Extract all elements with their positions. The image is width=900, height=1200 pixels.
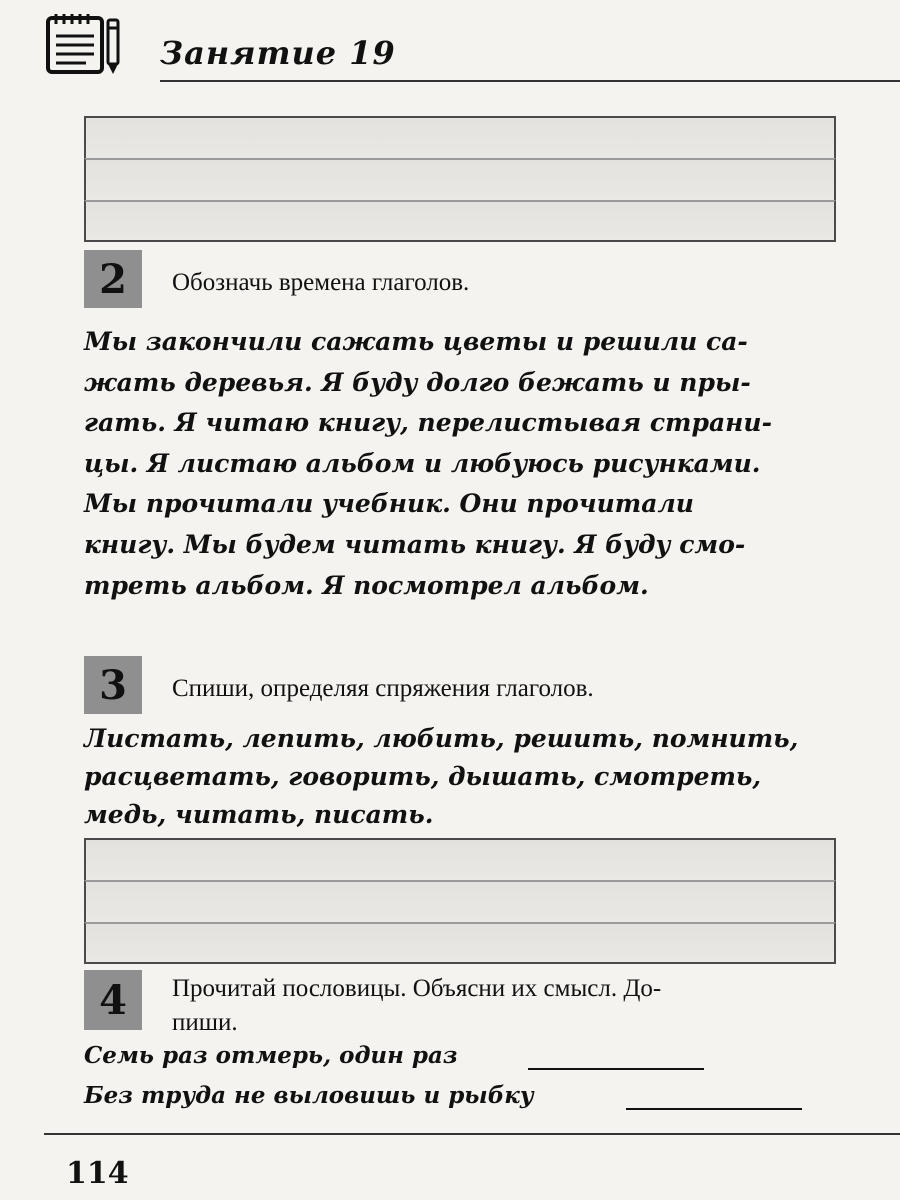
answer-blank-1[interactable] xyxy=(528,1068,704,1070)
task-number-2: 2 xyxy=(84,250,142,308)
task-2-instruction: Обозначь времена глаголов. xyxy=(172,269,470,296)
writing-line xyxy=(84,158,836,200)
proverb-1: Семь раз отмерь, один раз xyxy=(84,1042,458,1069)
text-line: Мы прочитали учебник. Они прочитали xyxy=(84,489,694,519)
writing-line xyxy=(84,838,836,880)
footer-divider xyxy=(44,1133,900,1135)
task-2-text xyxy=(84,322,844,606)
header-divider xyxy=(160,80,900,82)
task-3-instruction: Спиши, определяя спряжения глаголов. xyxy=(172,675,594,702)
instruction-line: пиши. xyxy=(172,1009,238,1036)
text-line: треть альбом. Я посмотрел альбом. xyxy=(84,570,649,600)
writing-line xyxy=(84,116,836,158)
task-3-text xyxy=(84,720,854,834)
page-number: 114 xyxy=(66,1156,129,1191)
proverb-2: Без труда не выловишь и рыбку xyxy=(84,1082,534,1109)
lesson-title: Занятие 19 xyxy=(160,34,396,72)
writing-line xyxy=(84,880,836,922)
writing-line xyxy=(84,922,836,964)
task-4-instruction xyxy=(172,972,852,1040)
text-line: жать деревья. Я буду долго бежать и пры- xyxy=(84,367,751,397)
task-number-4: 4 xyxy=(84,970,142,1030)
text-line: Листать, лепить, любить, решить, помнить, xyxy=(84,724,799,753)
text-line: медь, читать, писать. xyxy=(84,800,434,829)
writing-lines-bottom xyxy=(84,838,836,964)
notebook-pen-icon xyxy=(44,12,124,76)
text-line: цы. Я листаю альбом и любуюсь рисунками. xyxy=(84,448,761,478)
writing-line xyxy=(84,200,836,242)
text-line: Мы закончили сажать цветы и решили са- xyxy=(84,327,748,356)
writing-lines-top xyxy=(84,116,836,242)
text-line: гать. Я читаю книгу, перелистывая страни- xyxy=(84,408,772,438)
answer-blank-2[interactable] xyxy=(626,1108,802,1110)
instruction-line: Прочитай пословицы. Объясни их смысл. До- xyxy=(172,975,662,1002)
text-line: расцветать, говорить, дышать, смотреть, xyxy=(84,762,762,791)
task-number-3: 3 xyxy=(84,656,142,714)
text-line: книгу. Мы будем читать книгу. Я буду смо- xyxy=(84,529,746,559)
page-header xyxy=(44,8,900,78)
